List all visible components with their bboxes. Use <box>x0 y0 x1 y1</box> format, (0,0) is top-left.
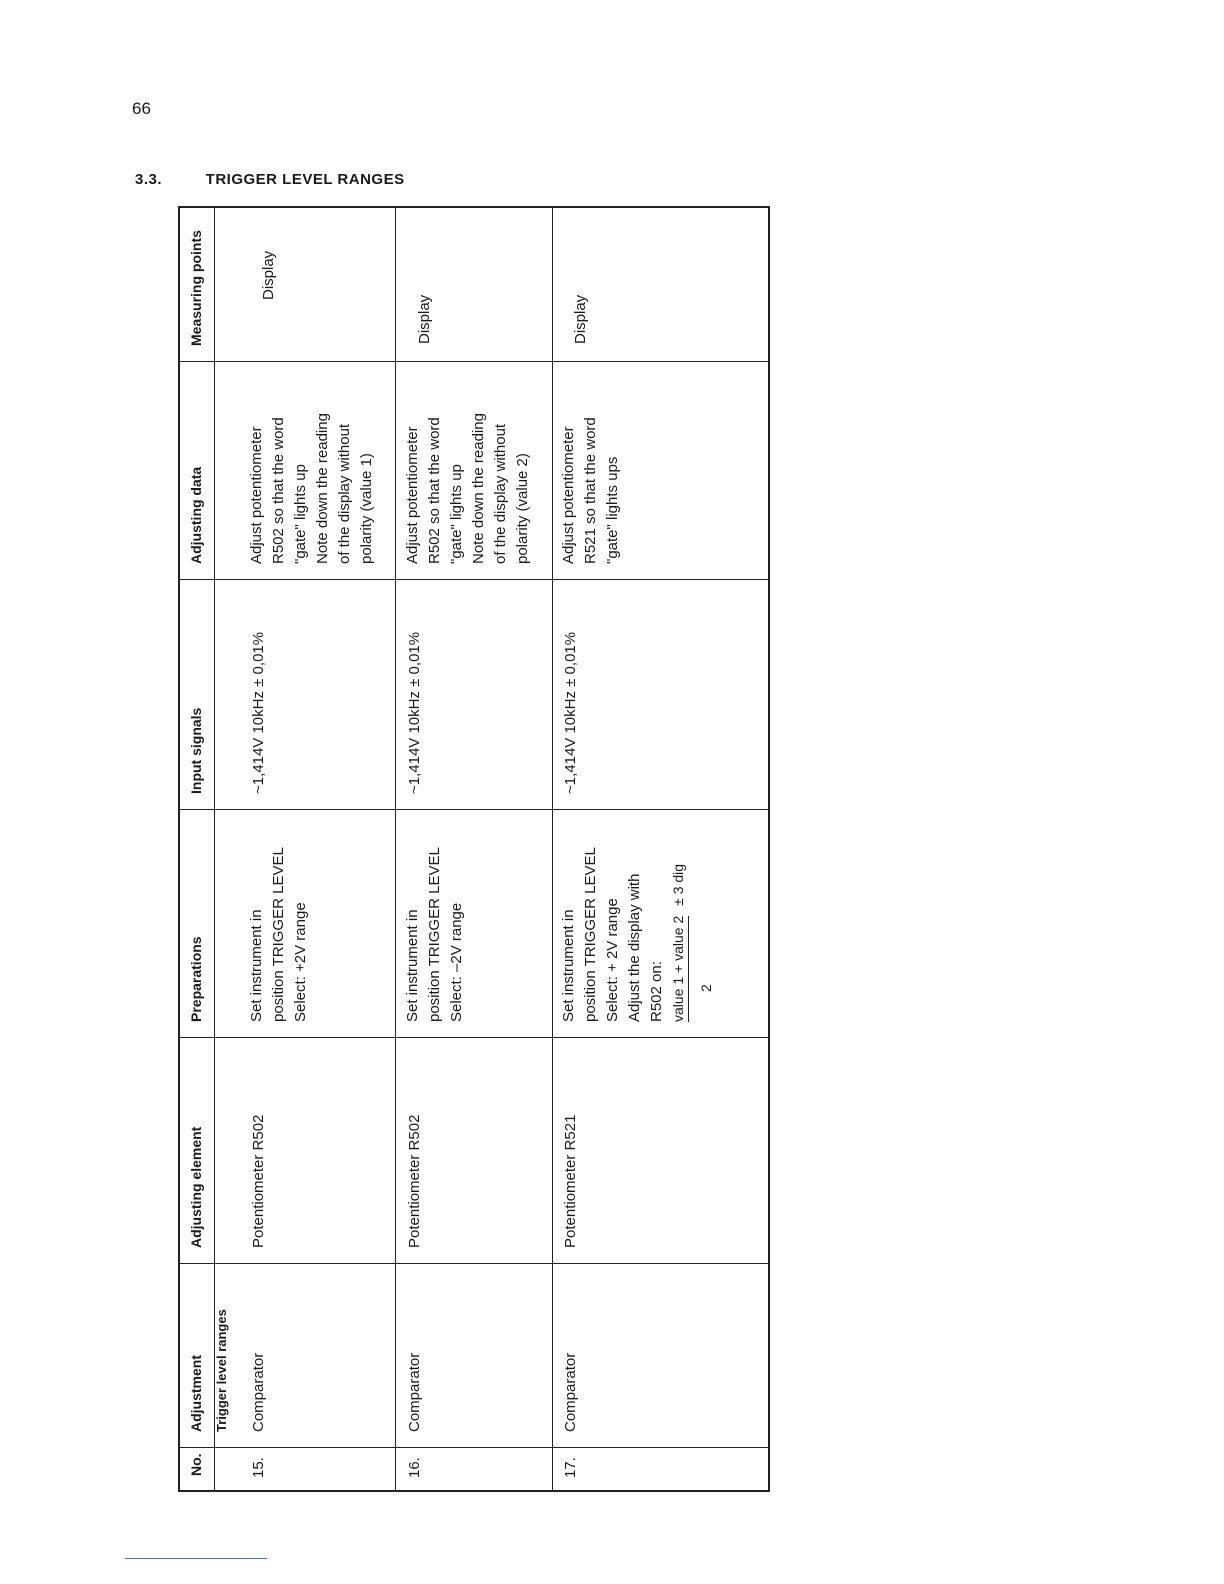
row-number: 16. <box>406 1457 423 1478</box>
preparations-line: position TRIGGER LEVEL <box>270 847 287 1022</box>
preparations-line: position TRIGGER LEVEL <box>582 847 599 1022</box>
row-divider <box>552 208 553 1490</box>
header-divider <box>214 208 215 1490</box>
adjusting-element-cell: Potentiometer R521 <box>562 1114 579 1248</box>
adjusting-data-line: Adjust potentiometer <box>248 426 265 564</box>
adjusting-data-cell <box>246 413 378 564</box>
input-signal-cell: ~1,414V 10kHz ± 0,01% <box>562 631 579 794</box>
adjusting-data-line: polarity (value 1) <box>358 453 375 564</box>
adjusting-data-line: "gate" lights ups <box>604 456 621 564</box>
measuring-points-cell: Display <box>416 294 433 344</box>
adjusting-element-cell: Potentiometer R502 <box>406 1114 423 1248</box>
preparations-line: Select: +2V range <box>292 902 309 1022</box>
header-preparations: Preparations <box>188 936 204 1022</box>
adjusting-data-line: Note down the reading <box>314 413 331 564</box>
adjusting-data-line: Adjust potentiometer <box>404 426 421 564</box>
preparations-line: Select: –2V range <box>448 902 465 1022</box>
preparations-line: Set instrument in <box>248 909 265 1022</box>
adjusting-data-line: of the display without <box>336 423 353 564</box>
adjusting-data-line: R502 so that the word <box>270 417 287 564</box>
row-number: 17. <box>562 1457 579 1478</box>
header-adjusting-data: Adjusting data <box>188 466 204 564</box>
column-divider <box>180 1447 768 1448</box>
header-measuring-points: Measuring points <box>188 230 204 346</box>
section-label: Trigger level ranges <box>214 1309 229 1432</box>
adjusting-data-line: Adjust potentiometer <box>560 426 577 564</box>
adjusting-data-cell <box>402 413 534 564</box>
page-number: 66 <box>132 99 151 118</box>
adjusting-data-cell <box>558 417 624 564</box>
section-heading <box>135 171 405 188</box>
header-adjusting-element: Adjusting element <box>188 1126 204 1248</box>
footer-rule <box>125 1558 267 1559</box>
header-no: No. <box>188 1453 204 1476</box>
row-divider <box>395 208 396 1490</box>
preparations-line: Adjust the display with <box>626 873 643 1022</box>
adjusting-data-line: "gate" lights up <box>292 464 309 564</box>
adjustment-cell: Comparator <box>562 1352 579 1432</box>
preparations-cell <box>402 847 468 1022</box>
average-formula <box>670 863 714 1022</box>
adjusting-data-line: R502 so that the word <box>426 417 443 564</box>
formula-denominator: 2 <box>698 984 714 992</box>
column-divider <box>180 1263 768 1264</box>
preparations-line: position TRIGGER LEVEL <box>426 847 443 1022</box>
column-divider <box>180 579 768 580</box>
adjusting-data-line: Note down the reading <box>470 413 487 564</box>
preparations-line: R502 on: <box>648 961 665 1022</box>
preparations-cell <box>558 847 668 1022</box>
adjusting-data-line: R521 so that the word <box>582 417 599 564</box>
row-number: 15. <box>250 1457 267 1478</box>
preparations-line: Set instrument in <box>560 909 577 1022</box>
adjustment-table-frame <box>178 206 770 1492</box>
section-number: 3.3. <box>135 171 163 188</box>
measuring-points-cell: Display <box>260 250 277 300</box>
column-divider <box>180 361 768 362</box>
adjusting-data-line: polarity (value 2) <box>514 453 531 564</box>
input-signal-cell: ~1,414V 10kHz ± 0,01% <box>250 631 267 794</box>
adjusting-element-cell: Potentiometer R502 <box>250 1114 267 1248</box>
adjustment-cell: Comparator <box>406 1352 423 1432</box>
column-divider <box>180 1037 768 1038</box>
preparations-line: Set instrument in <box>404 909 421 1022</box>
column-divider <box>180 809 768 810</box>
formula-tolerance: ± 3 dig <box>670 863 686 906</box>
section-title: TRIGGER LEVEL RANGES <box>205 171 405 188</box>
preparations-cell <box>246 847 312 1022</box>
measuring-points-cell: Display <box>572 294 589 344</box>
preparations-line: Select: + 2V range <box>604 898 621 1022</box>
adjusting-data-line: "gate" lights up <box>448 464 465 564</box>
adjustment-table <box>178 206 770 1492</box>
adjustment-cell: Comparator <box>250 1352 267 1432</box>
input-signal-cell: ~1,414V 10kHz ± 0,01% <box>406 631 423 794</box>
adjusting-data-line: of the display without <box>492 423 509 564</box>
formula-numerator: value 1 + value 2 <box>670 916 689 1022</box>
header-input-signals: Input signals <box>188 707 204 794</box>
header-adjustment: Adjustment <box>188 1355 204 1432</box>
